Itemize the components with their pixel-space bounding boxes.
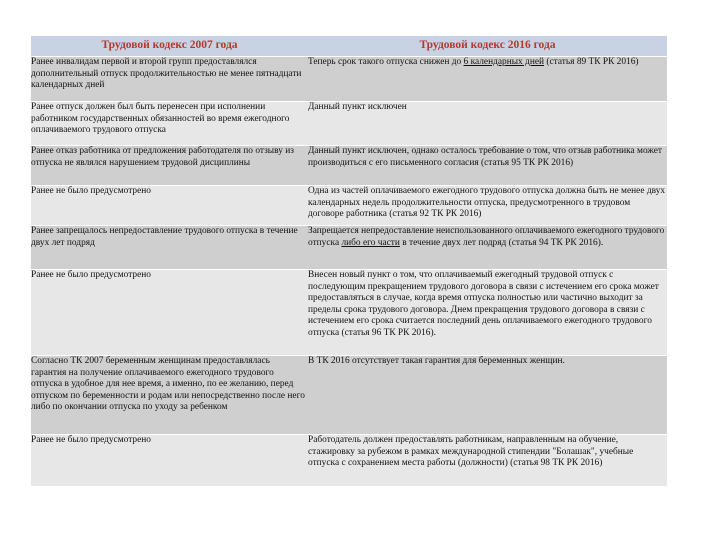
text-segment: Внесен новый пункт о том, что оплачиваемый ежегодный трудовой отпуск с последующим прекращением трудового договора в связи с истечением его срока может предоставляться в случае, когда время отпуска полностью или частично выходит за пределы срока трудового договора. Днем прекращения трудового договора в связи с истечением его срока считается последний день оплачиваемого ежегодного трудового отпуска (статья 96 ТК РК 2016). [308, 270, 659, 338]
cell-2007: Согласно ТК 2007 беременным женщинам предоставлялась гарантия на получение оплачиваемого ежегодного трудового отпуска в удобное для нее время, а именно, по ее желанию, перед отпуском по беременности и родам или непосредственно после него либо по окончании отпуска по уходу за ребенком [31, 356, 308, 435]
text-segment: Данный пункт исключен, однако осталось требование о том, что отзыв работника может производиться с его письменного согласия (статья 95 ТК РК 2016) [308, 146, 663, 168]
table-header-row [31, 36, 667, 57]
text-segment: в течение двух лет подряд (статья 94 ТК РК 2016). [399, 237, 604, 248]
table-row [31, 102, 667, 146]
comparison-table [31, 36, 667, 487]
cell-2007: Ранее отказ работника от предложения работодателя по отзыву из отпуска не являлся нарушением трудовой дисциплины [31, 146, 308, 186]
cell-2007: Ранее не было предусмотрено [31, 186, 308, 226]
cell-2016 [308, 226, 667, 270]
cell-2016 [308, 57, 667, 102]
table-row [31, 186, 667, 226]
table-row [31, 435, 667, 487]
text-segment: Работодатель должен предоставлять работникам, направленным на обучение, стажировку за рубежом в рамках международной стипендии "Болашак", учебные отпуска с сохранением места работы (должности) (статья 98 ТК РК 2016) [308, 435, 634, 469]
cell-2016 [308, 270, 667, 356]
cell-2007: Ранее не было предусмотрено [31, 270, 308, 356]
text-segment: Данный пункт исключен [308, 102, 407, 112]
table-row [31, 57, 667, 102]
cell-2016 [308, 146, 667, 186]
underlined-text: 6 календарных дней [463, 57, 545, 67]
cell-2007: Ранее запрещалось непредоставление трудового отпуска в течение двух лет подряд [31, 226, 308, 270]
table-row [31, 146, 667, 186]
text-segment: Одна из частей оплачиваемого ежегодного трудового отпуска должна быть не менее двух календарных недель продолжительности отпуска, предусмотренного в трудовом договоре работника (статья 92 ТК РК 2016) [308, 186, 666, 220]
underlined-text: либо его части [341, 237, 400, 248]
cell-2007: Ранее не было предусмотрено [31, 435, 308, 487]
table-row [31, 356, 667, 435]
column-header-2007: Трудовой кодекс 2007 года [31, 36, 308, 57]
cell-2016 [308, 435, 667, 487]
cell-2016 [308, 186, 667, 226]
column-header-2016: Трудовой кодекс 2016 года [308, 36, 667, 57]
cell-2016 [308, 356, 667, 435]
table-row [31, 270, 667, 356]
table-row [31, 226, 667, 270]
cell-2007: Ранее инвалидам первой и второй групп предоставлялся дополнительный отпуск продолжительностью не менее пятнадцати календарных дней [31, 57, 308, 102]
text-segment: Теперь срок такого отпуска снижен до [308, 57, 464, 67]
text-segment: В ТК 2016 отсутствует такая гарантия для беременных женщин. [308, 356, 565, 366]
cell-2007: Ранее отпуск должен был быть перенесен при исполнении работником государственных обязанностей во время ежегодного оплачиваемого трудового отпуска [31, 102, 308, 146]
text-segment: Запрещается непредоставление неиспользованного оплачиваемого ежегодного трудового отпуска [308, 226, 665, 248]
cell-2016 [308, 102, 667, 146]
text-segment: (статья 89 ТК РК 2016) [544, 57, 639, 67]
